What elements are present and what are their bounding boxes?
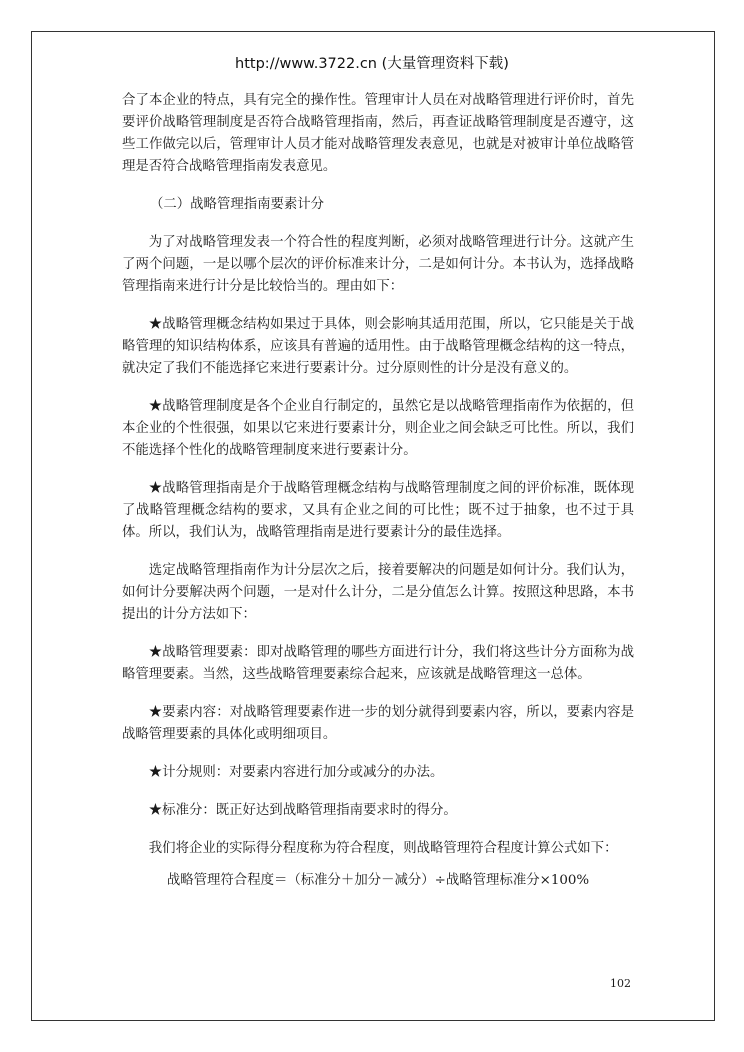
paragraph-continuation: 合了本企业的特点，具有完全的操作性。管理审计人员在对战略管理进行评价时，首先要评价战略管理制度是否符合战略管理指南，然后，再查证战略管理制度是否遵守，这些工作做完以后，管理审计人员才能对战略管理发表意见，也就是对被审计单位战略管理是否符合战略管理指南发表意见。 [122,93,634,174]
header-note: (大量管理资料下载) [377,56,509,72]
document-body [122,90,634,892]
header-url[interactable]: http://www.3722.cn [235,56,377,72]
page-header [0,52,744,73]
bullet-management-system: ★战略管理制度是各个企业自行制定的，虽然它是以战略管理指南作为依据的，但本企业的个性很强，如果以它来进行要素计分，则企业之间会缺乏可比性。所以，我们不能选择个性化的战略管理制度来进行要素计分。 [122,399,634,458]
bullet-standard-score: ★标准分：既正好达到战略管理指南要求时的得分。 [148,803,457,818]
paragraph-method: 选定战略管理指南作为计分层次之后，接着要解决的问题是如何计分。我们认为，如何计分要解决两个问题，一是对什么计分，二是分值怎么计算。按照这种思路，本书提出的计分方法如下： [122,563,634,622]
section-heading: （二）战略管理指南要素计分 [150,197,325,212]
bullet-scoring-rules: ★计分规则：对要素内容进行加分或减分的办法。 [148,765,444,780]
page-number: 102 [610,977,631,990]
bullet-concept-structure: ★战略管理概念结构如果过于具体，则会影响其适用范围，所以，它只能是关于战略管理的知识结构体系，应该具有普遍的适用性。由于战略管理概念结构的这一特点，就决定了我们不能选择它来进行要素计分。过分原则性的计分是没有意义的。 [122,317,634,376]
paragraph-intro: 为了对战略管理发表一个符合性的程度判断，必须对战略管理进行计分。这就产生了两个问题，一是以哪个层次的评价标准来计分，二是如何计分。本书认为，选择战略管理指南来进行计分是比较恰当的。理由如下： [122,235,634,294]
bullet-element-content: ★要素内容：对战略管理要素作进一步的划分就得到要素内容，所以，要素内容是战略管理要素的具体化或明细项目。 [122,705,634,742]
bullet-elements: ★战略管理要素：即对战略管理的哪些方面进行计分，我们将这些计分方面称为战略管理要素。当然，这些战略管理要素综合起来，应该就是战略管理这一总体。 [122,645,634,682]
paragraph-formula-intro: 我们将企业的实际得分程度称为符合程度，则战略管理符合程度计算公式如下： [148,841,618,856]
bullet-management-guide: ★战略管理指南是介于战略管理概念结构与战略管理制度之间的评价标准，既体现了战略管理概念结构的要求，又具有企业之间的可比性；既不过于抽象，也不过于具体。所以，我们认为，战略管理指南是进行要素计分的最佳选择。 [122,481,634,540]
formula: 战略管理符合程度＝（标准分＋加分－减分）÷战略管理标准分×100% [166,873,590,888]
